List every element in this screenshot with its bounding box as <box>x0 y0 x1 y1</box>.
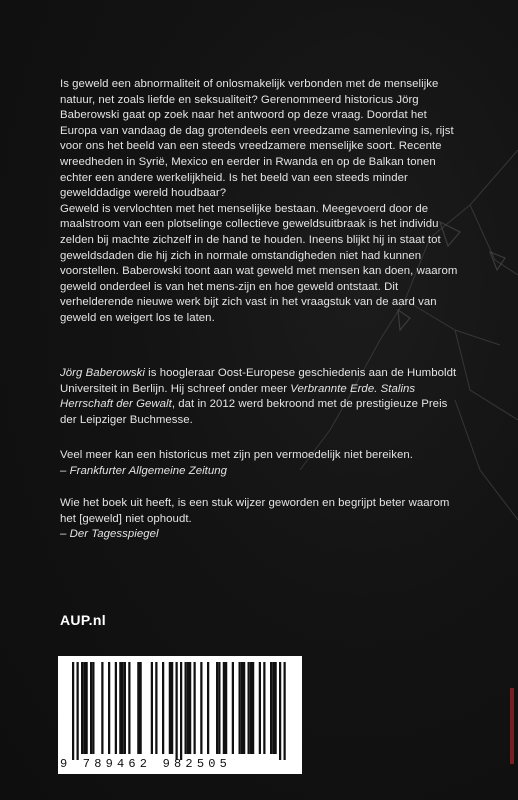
barcode-bar <box>207 662 209 754</box>
review-quote <box>60 496 460 543</box>
barcode-bar <box>248 662 250 754</box>
barcode-bar <box>185 662 187 754</box>
barcode-bar <box>81 662 83 754</box>
quote-source: – Der Tagesspiegel <box>60 528 159 541</box>
barcode-bar <box>250 662 252 754</box>
barcode-bar <box>72 662 74 760</box>
barcode-bar <box>119 662 121 754</box>
barcode-bar <box>140 662 142 754</box>
barcode-bar <box>176 662 178 760</box>
blurb-paragraph-1: Is geweld een abnormaliteit of onlosmakelijk verbonden met de menselijke natuur, net zoals liefde en seksualiteit? Gerenommeerd historicus Jörg Baberowski gaat op zoek naar het antwoord op deze vraag. Doordat het Europa van vandaag de dag grotendeels een vreedzame samenleving is, rijst voor ons het beeld van een steeds vreedzamere menselijke soort. Recente wreedheden in Syrië, Mexico en eerder in Rwanda en op de Balkan tonen echter een andere werkelijkheid. Is het beeld van een steeds minder gewelddadige wereld houdbaar? <box>60 78 454 200</box>
quote-text: Veel meer kan een historicus met zijn pen vermoedelijk niet bereiken. <box>60 449 413 461</box>
barcode-bar <box>243 662 245 754</box>
barcode <box>58 656 302 774</box>
barcode-bar <box>137 662 139 754</box>
barcode-bar <box>128 662 130 754</box>
barcode-bar <box>90 662 92 754</box>
barcode-bar <box>77 662 79 760</box>
barcode-bar <box>279 662 281 760</box>
barcode-bar <box>86 662 88 754</box>
barcode-bar <box>124 662 126 754</box>
publisher-url: AUP.nl <box>60 612 106 628</box>
book-title: Verbrannte Erde. Stalins Herrschaft der Gewalt <box>60 382 416 411</box>
barcode-bar <box>263 662 265 754</box>
barcode-bar <box>92 662 94 754</box>
review-quote <box>60 448 460 479</box>
barcode-bar <box>272 662 274 754</box>
barcode-bar <box>223 662 225 754</box>
bio-text-2: , dat in 2012 werd bekroond met de prestigieuze Preis der Leipziger Buchmesse. <box>60 398 448 426</box>
barcode-bar <box>241 662 243 754</box>
barcode-bar <box>200 662 202 754</box>
quote-text: Wie het boek uit heeft, is een stuk wijzer geworden en begrijpt beter waarom het [geweld] niet ophoudt. <box>60 497 450 525</box>
author-name: Jörg Baberowski <box>60 367 145 379</box>
barcode-bar <box>115 662 117 754</box>
barcode-bar <box>171 662 173 754</box>
barcode-bar <box>275 662 277 754</box>
barcode-bar <box>122 662 124 754</box>
barcode-bar <box>284 662 286 760</box>
blurb-paragraph-2: Geweld is vervlochten met het menselijke bestaan. Meegevoerd door de maalstroom van een plotselinge collectieve geweldsuitbraak is het individu zelden bij machte zichzelf in de hand te houden. Ineens blijkt hij in staat tot geweldsdaden die hij zich in normale omstandigheden niet had kunnen voorstellen. Baberowski toont aan wat geweld met mensen kan doen, waarom geweld onderdeel is van het mens-zijn en hoe geweld ontstaat. Dit verhelderende nieuwe werk bijt zich vast in het vraagstuk van de aard van geweld en weigert los te laten. <box>60 202 458 324</box>
barcode-bar <box>151 662 153 754</box>
barcode-bar <box>169 662 171 754</box>
barcode-bar <box>270 662 272 754</box>
barcode-bar <box>225 662 227 754</box>
barcode-bar <box>187 662 189 754</box>
barcode-bar <box>155 662 157 754</box>
blurb <box>60 77 460 327</box>
barcode-bar <box>108 662 110 754</box>
barcode-bar <box>180 662 182 760</box>
barcode-bar <box>218 662 220 754</box>
barcode-bar <box>83 662 85 754</box>
barcode-bar <box>259 662 261 754</box>
barcode-bar <box>162 662 164 754</box>
isbn-number: 9 789462 982505 <box>60 757 232 771</box>
barcode-bar <box>101 662 103 754</box>
barcode-bar <box>232 662 234 754</box>
quote-source: – Frankfurter Allgemeine Zeitung <box>60 464 228 477</box>
barcode-bar <box>189 662 191 754</box>
barcode-bar <box>239 662 241 754</box>
barcode-bar <box>194 662 196 754</box>
edge-color-mark <box>510 688 514 764</box>
barcode-bar <box>252 662 254 754</box>
barcode-bar <box>216 662 218 754</box>
bio-text-1: is hoogleraar Oost-Europese geschiedenis aan de Humboldt Universiteit in Berlijn. Hij schreef onder meer <box>60 367 457 395</box>
author-bio <box>60 366 460 428</box>
